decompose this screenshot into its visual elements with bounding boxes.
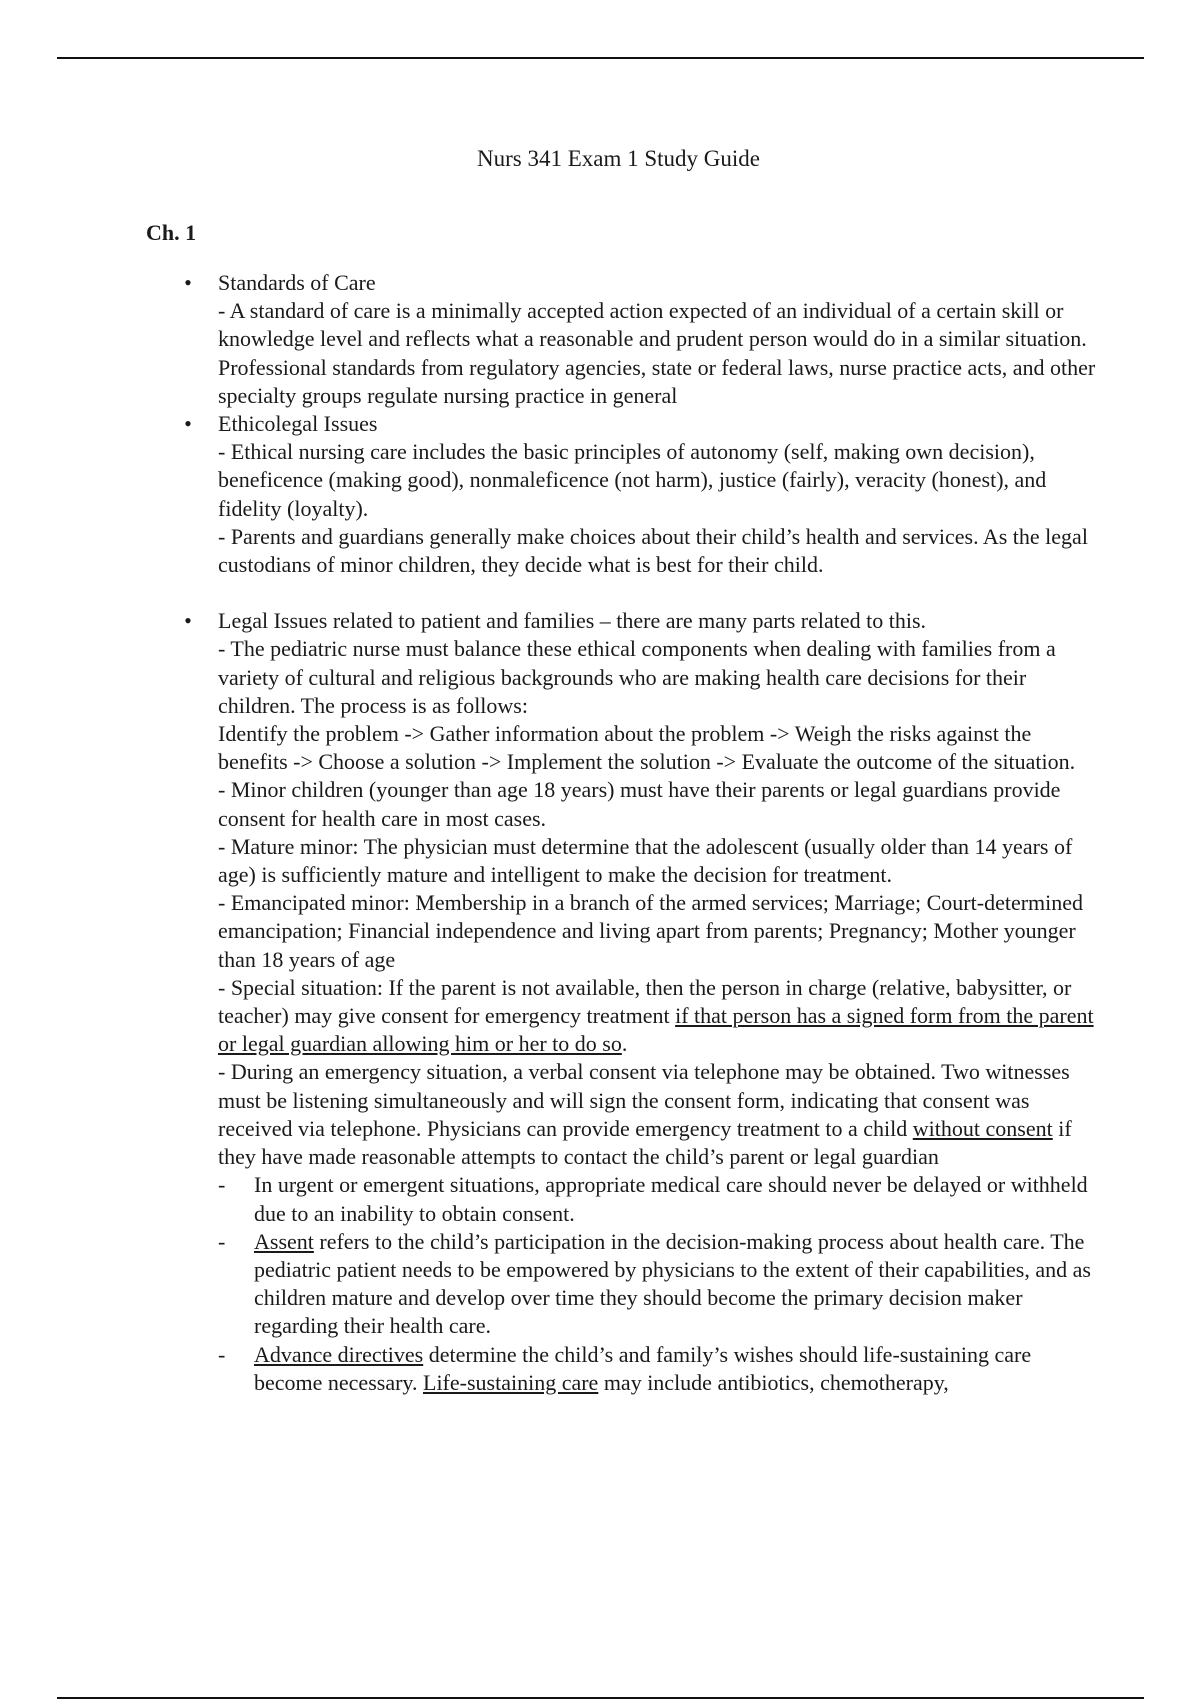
bullet-icon: •: [184, 270, 192, 295]
paragraph: - A standard of care is a minimally accepted action expected of an individual of a certain skill or knowledge level and reflects what a reasonable and prudent person would do in a similar situation. Professional standards from regulatory agencies, state or federal laws, nurse practice acts, and other specialty groups regulate nursing practice in general: [218, 298, 1096, 408]
paragraph: - Minor children (younger than age 18 years) must have their parents or legal guardians provide consent for health care in most cases.: [218, 777, 1061, 831]
section-heading: Ethicolegal Issues: [218, 411, 378, 437]
section-heading: Legal Issues related to patient and families – there are many parts related to this.: [218, 608, 927, 634]
text-run: refers to the child’s participation in the decision-making process about health care. The pediatric patient needs to be empowered by physicians to the extent of their capabilities, and as children mature and develop over time they should become the primary decision maker regarding their health care.: [254, 1228, 1091, 1339]
text-run: In urgent or emergent situations, appropriate medical care should never be delayed or withheld due to an inability to obtain consent.: [254, 1172, 1088, 1226]
paragraph-process: Identify the problem -> Gather information about the problem -> Weigh the risks against the benefits -> Choose a solution -> Implement the solution -> Evaluate the outcome of the situation.: [218, 721, 1076, 775]
spacer: [218, 579, 1098, 607]
paragraph: - Ethical nursing care includes the basic principles of autonomy (self, making own decision), beneficence (making good), nonmaleficence (not harm), justice (fairly), veracity (honest), and fidelity (loyalty).: [218, 439, 1047, 521]
underlined-text: without consent: [912, 1115, 1053, 1141]
bullet-icon: •: [184, 411, 192, 437]
underlined-text: Life-sustaining care: [423, 1369, 599, 1395]
paragraph: - Emancipated minor: Membership in a branch of the armed services; Marriage; Court-determined emancipation; Financial independence and living apart from parents; Pregnancy; Mother younger than 18 years of age: [218, 890, 1084, 972]
paragraph: - The pediatric nurse must balance these ethical components when dealing with families from a variety of cultural and religious backgrounds who are making health care decisions for their children. The process is as follows:: [218, 636, 1056, 718]
text-run: .: [621, 1031, 628, 1057]
bullet-icon: •: [184, 608, 192, 634]
text-run: may include antibiotics, chemotherapy,: [598, 1369, 949, 1395]
underlined-text: Advance directives: [254, 1341, 424, 1367]
text-run: determine the child’s and family’s wishes should life-sustaining care become necessary.: [254, 1341, 1032, 1395]
document-body: [184, 269, 1098, 1397]
text-run: - Special situation: If the parent is not available, then the person in charge (relative, babysitter, or teacher) may give consent for emergency treatment: [218, 974, 1072, 1029]
paragraph-special-situation: [218, 974, 1098, 1059]
section-standards-of-care: [184, 269, 1098, 410]
dash-icon: -: [218, 1341, 226, 1367]
underlined-text: Assent: [254, 1228, 314, 1254]
paragraph: - Parents and guardians generally make choices about their child’s health and services. As the legal custodians of minor children, they decide what is best for their child.: [218, 523, 1088, 578]
dash-list-item: [218, 1171, 1098, 1227]
section-legal-issues: [184, 607, 1098, 1397]
chapter-heading: Ch. 1: [146, 220, 197, 245]
bottom-rule: [57, 1697, 1144, 1699]
underlined-text: if that person has a signed form from the parent or legal guardian allowing him or her to do so: [218, 1003, 1094, 1057]
dash-icon: -: [218, 1228, 226, 1254]
paragraph-emergency-situation: [218, 1058, 1098, 1171]
text-run: if they have made reasonable attempts to contact the child’s parent or legal guardian: [218, 1115, 1072, 1170]
top-rule: [57, 57, 1144, 59]
dash-icon: -: [218, 1172, 226, 1198]
dash-list: [218, 1171, 1098, 1397]
dash-list-item: [218, 1341, 1098, 1397]
dash-list-item: [218, 1228, 1098, 1341]
document-title: Nurs 341 Exam 1 Study Guide: [476, 146, 760, 171]
section-heading: Standards of Care: [218, 270, 376, 295]
section-ethicolegal-issues: [184, 410, 1098, 579]
paragraph: - Mature minor: The physician must determine that the adolescent (usually older than 14 years of age) is sufficiently mature and intelligent to make the decision for treatment.: [218, 833, 1073, 888]
text-run: - During an emergency situation, a verbal consent via telephone may be obtained. Two witnesses must be listening simultaneously and will sign the consent form, indicating that consent was received via telephone. Physicians can provide emergency treatment to a child: [218, 1059, 1070, 1141]
